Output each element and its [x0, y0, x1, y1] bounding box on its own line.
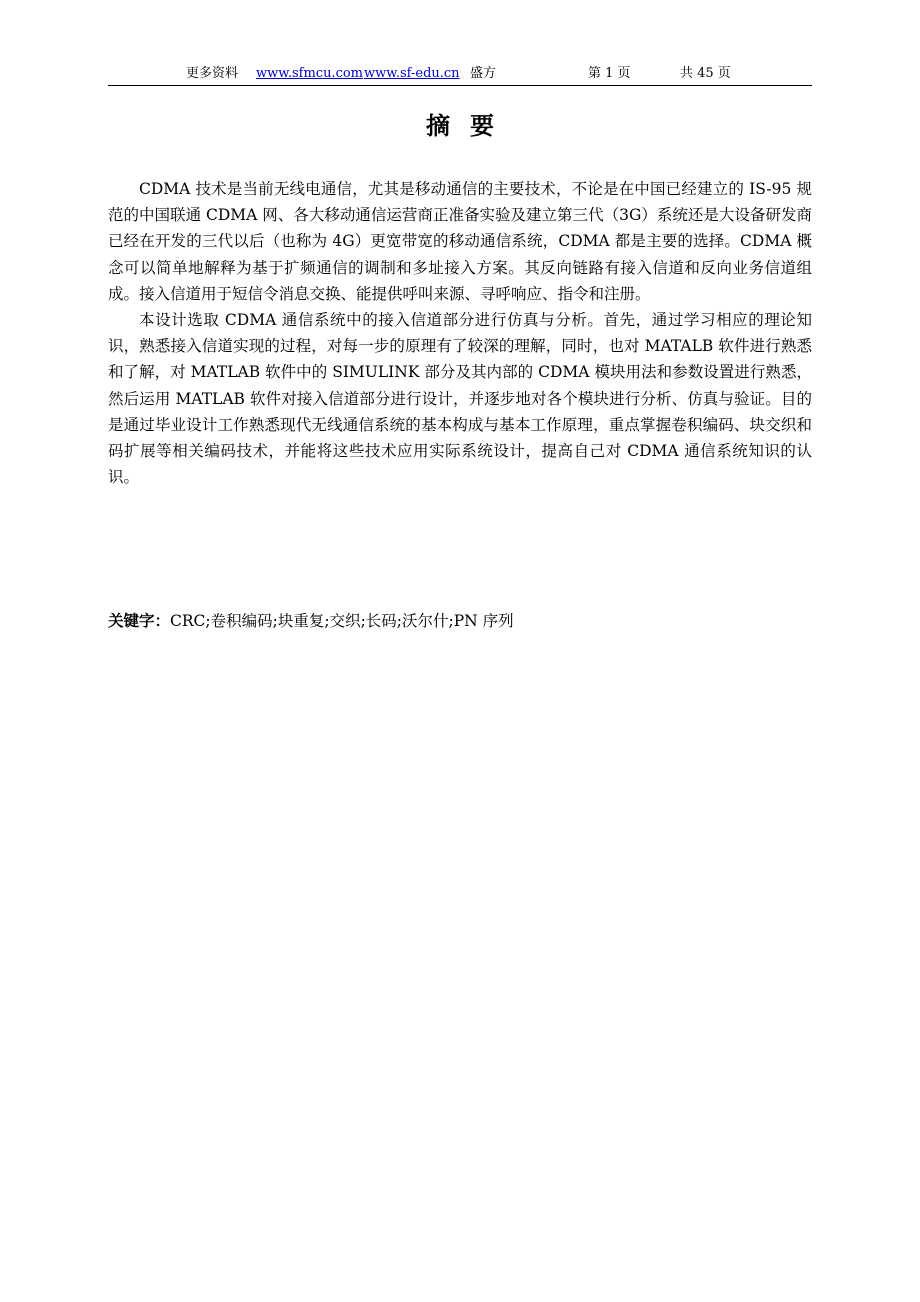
- header-page-number: 第 1 页: [588, 66, 631, 81]
- header-label: 更多资料: [186, 66, 239, 81]
- abstract-paragraph-2: 本设计选取 CDMA 通信系统中的接入信道部分进行仿真与分析。首先，通过学习相应的理论知识，熟悉接入信道实现的过程，对每一步的原理有了较深的理解，同时，也对 MATALB 软件进行熟悉和了解，对 MATLAB 软件中的 SIMULINK 部分及其内部的 CDMA 模块用法和参数设置进行熟悉，然后运用 MATLAB 软件对接入信道部分进行设计，并逐步地对各个模块进行分析、仿真与验证。目的是通过毕业设计工作熟悉现代无线通信系统的基本构成与基本工作原理，重点掌握卷积编码、块交织和码扩展等相关编码技术，并能将这些技术应用实际系统设计，提高自己对 CDMA 通信系统知识的认识。: [108, 311, 812, 487]
- keywords-line: [108, 608, 812, 634]
- header-link-sf-edu[interactable]: www.sf-edu.cn: [364, 66, 460, 81]
- header-page-total: 共 45 页: [680, 66, 731, 81]
- keywords-label: 关键字：: [108, 612, 171, 630]
- keywords-text: CRC;卷积编码;块重复;交织;长码;沃尔什;PN 序列: [170, 612, 514, 630]
- header-divider: [108, 85, 812, 86]
- abstract-body: [108, 176, 812, 490]
- page-header: [108, 64, 812, 86]
- page-title: 摘要: [426, 112, 514, 140]
- header-link-sfmcu[interactable]: www.sfmcu.com: [256, 66, 364, 81]
- header-author: 盛方: [470, 66, 497, 81]
- abstract-paragraph-1: CDMA 技术是当前无线电通信，尤其是移动通信的主要技术，不论是在中国已经建立的 IS-95 规范的中国联通 CDMA 网、各大移动通信运营商正准备实验及建立第三代（3G）系统还是大设备研发商已经在开发的三代以后（也称为 4G）更宽带宽的移动通信系统，CDMA 都是主要的选择。CDMA 概念可以简单地解释为基于扩频通信的调制和多址接入方案。其反向链路有接入信道和反向业务信道组成。接入信道用于短信令消息交换、能提供呼叫来源、寻呼响应、指令和注册。: [108, 180, 812, 303]
